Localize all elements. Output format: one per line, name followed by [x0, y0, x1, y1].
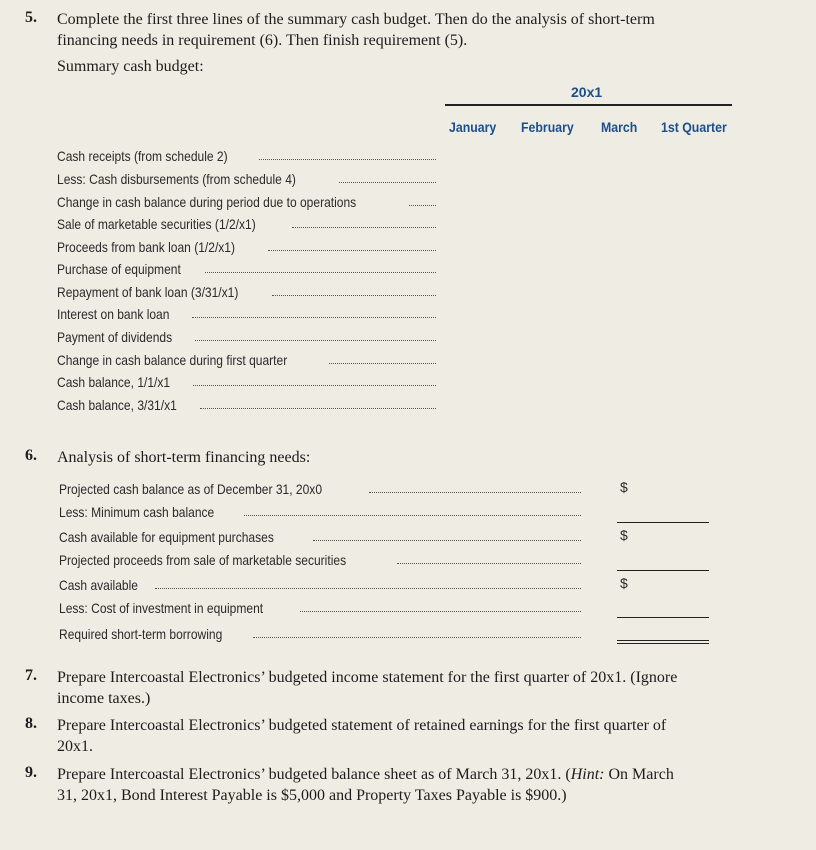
budget-row-label: Interest on bank loan — [57, 306, 170, 322]
col-january: January — [449, 119, 497, 135]
req9-text — [57, 764, 777, 806]
col-march: March — [601, 119, 638, 135]
financing-row — [59, 596, 581, 616]
budget-row-label: Proceeds from bank loan (1/2/x1) — [57, 239, 236, 255]
leader-dots — [339, 181, 436, 183]
budget-row — [57, 144, 436, 164]
financing-row — [59, 573, 581, 593]
financing-row — [59, 622, 581, 642]
subtotal-rule — [617, 522, 709, 523]
financing-row-label: Projected cash balance as of December 31, 20x0 — [59, 481, 323, 497]
year-header: 20x1 — [571, 84, 603, 100]
leader-dots — [155, 587, 581, 589]
req7-line2: income taxes.) — [57, 690, 151, 707]
leader-dots — [292, 226, 436, 228]
req8-text — [57, 715, 777, 757]
financing-row — [59, 525, 581, 545]
leader-dots — [192, 316, 436, 318]
req7-text — [57, 667, 777, 709]
req5-text — [57, 9, 777, 51]
req5-line1: Complete the first three lines of the summary cash budget. Then do the analysis of short-term — [57, 11, 655, 28]
budget-row-label: Purchase of equipment — [57, 261, 181, 277]
subtotal-rule — [617, 570, 709, 571]
leader-dots — [272, 294, 436, 296]
budget-row — [57, 393, 436, 413]
leader-dots — [313, 539, 581, 541]
budget-row — [57, 370, 436, 390]
leader-dots — [205, 271, 436, 273]
financing-row — [59, 477, 581, 497]
hint-label: Hint: — [570, 766, 605, 783]
subtotal-rule — [617, 617, 709, 618]
req5-line2: financing needs in requirement (6). Then finish requirement (5). — [57, 32, 468, 49]
leader-dots — [193, 384, 436, 386]
budget-row-label: Cash receipts (from schedule 2) — [57, 148, 228, 164]
financing-row — [59, 500, 581, 520]
budget-row-label: Sale of marketable securities (1/2/x1) — [57, 216, 256, 232]
leader-dots — [329, 362, 436, 364]
leader-dots — [253, 636, 581, 638]
budget-row — [57, 348, 436, 368]
budget-row — [57, 325, 436, 345]
req5-number: 5. — [25, 9, 37, 26]
budget-row-label: Cash balance, 3/31/x1 — [57, 397, 177, 413]
req8-line2: 20x1. — [57, 738, 93, 755]
budget-row — [57, 302, 436, 322]
req9-line2: 31, 20x1, Bond Interest Payable is $5,000 and Property Taxes Payable is $900.) — [57, 787, 567, 804]
budget-row-label: Change in cash balance during period due to operations — [57, 194, 357, 210]
req9-line1-start: Prepare Intercoastal Electronics’ budgeted balance sheet as of March 31, 20x1. ( — [57, 766, 571, 783]
financing-row-label: Required short-term borrowing — [59, 626, 223, 642]
req6-number: 6. — [25, 447, 37, 464]
col-february: February — [521, 119, 574, 135]
budget-row — [57, 235, 436, 255]
col-1st-quarter: 1st Quarter — [661, 119, 727, 135]
leader-dots — [369, 491, 581, 493]
leader-dots — [195, 339, 436, 341]
header-rule — [445, 104, 732, 106]
req9-line1-end: On March — [604, 766, 674, 783]
financing-row-label: Less: Cost of investment in equipment — [59, 600, 264, 616]
budget-row — [57, 212, 436, 232]
budget-row — [57, 167, 436, 187]
req6-title: Analysis of short-term financing needs: — [57, 449, 311, 466]
req8-line1: Prepare Intercoastal Electronics’ budgeted statement of retained earnings for the first quarter of — [57, 717, 667, 734]
dollar-sign: $ — [620, 575, 628, 591]
budget-row — [57, 257, 436, 277]
req8-number: 8. — [25, 715, 37, 732]
financing-row-label: Projected proceeds from sale of marketable securities — [59, 552, 347, 568]
leader-dots — [244, 514, 581, 516]
req7-line1: Prepare Intercoastal Electronics’ budgeted income statement for the first quarter of 20x1. (Ignore — [57, 669, 678, 686]
budget-row-label: Cash balance, 1/1/x1 — [57, 374, 171, 390]
leader-dots — [268, 249, 436, 251]
leader-dots — [300, 610, 581, 612]
leader-dots — [409, 204, 436, 206]
financing-row-label: Cash available for equipment purchases — [59, 529, 274, 545]
budget-row-label: Repayment of bank loan (3/31/x1) — [57, 284, 239, 300]
financing-row-label: Cash available — [59, 577, 138, 593]
financing-row — [59, 548, 581, 568]
req7-number: 7. — [25, 667, 37, 684]
budget-row — [57, 280, 436, 300]
dollar-sign: $ — [620, 479, 628, 495]
leader-dots — [259, 158, 436, 160]
budget-row-label: Payment of dividends — [57, 329, 173, 345]
financing-row-label: Less: Minimum cash balance — [59, 504, 215, 520]
dollar-sign: $ — [620, 527, 628, 543]
double-rule-top — [617, 640, 709, 641]
budget-row-label: Less: Cash disbursements (from schedule 4) — [57, 171, 296, 187]
req5-subtitle: Summary cash budget: — [57, 58, 204, 75]
double-rule-bottom — [617, 643, 709, 644]
leader-dots — [397, 562, 581, 564]
req9-number: 9. — [25, 764, 37, 781]
leader-dots — [200, 407, 436, 409]
budget-row — [57, 190, 436, 210]
budget-row-label: Change in cash balance during first quarter — [57, 352, 288, 368]
req9-line1 — [57, 764, 777, 785]
